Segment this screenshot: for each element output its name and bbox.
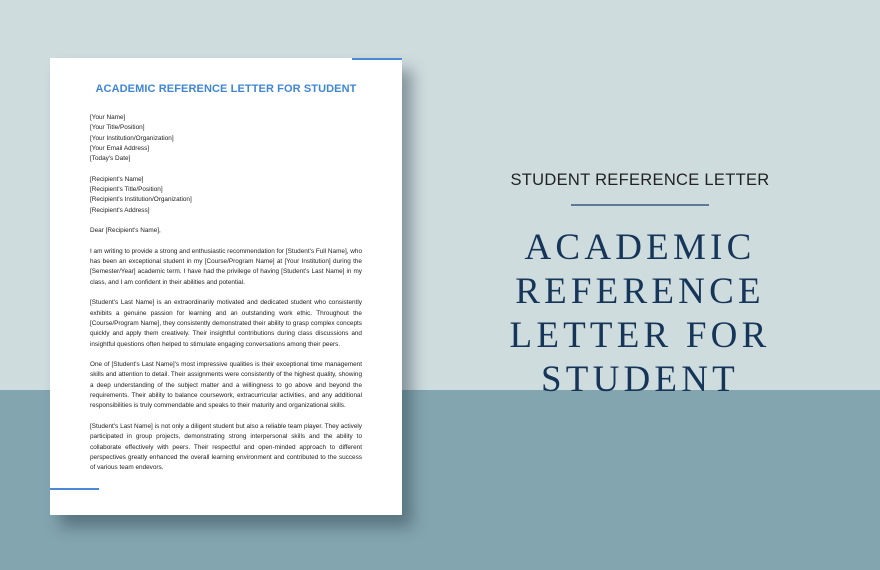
recipient-line: [Recipient's Name] — [90, 175, 144, 183]
recipient-block — [90, 175, 362, 216]
paragraph-line: [Student's Last Name] is an extraordinarily motivated and dedicated student who consistently — [90, 299, 362, 307]
letter-title: ACADEMIC REFERENCE LETTER FOR STUDENT — [95, 83, 357, 95]
paragraph-line: class, and I am confident in their abilities and potential. — [90, 278, 245, 286]
paragraph-line: insightful questions often helped to stimulate engaging conversations among their peers. — [90, 340, 341, 348]
sender-line: [Your Name] — [90, 114, 126, 121]
sender-line: [Your Institution/Organization] — [90, 134, 174, 142]
paragraph-line: skills and attention to detail. Their assignments were consistently of the highest quality, showing — [90, 371, 362, 379]
sender-line: [Today's Date] — [90, 155, 131, 163]
accent-line-bottom — [50, 488, 99, 490]
paragraph-line: [Semester/Year] academic term. I have had the privilege of having [Student's Last Name] in my — [90, 268, 362, 276]
recipient-line: [Recipient's Institution/Organization] — [90, 196, 192, 204]
banner-title-line: LETTER FOR — [509, 315, 771, 356]
paragraph-line: requirements. Their ability to balance coursework, extracurricular activities, and any additional — [90, 392, 362, 400]
letter-body — [90, 113, 362, 484]
sender-line: [Your Title/Position] — [90, 124, 145, 132]
salutation: Dear [Recipient's Name], — [90, 227, 161, 235]
recipient-line: [Recipient's Address] — [90, 206, 150, 214]
paragraph — [90, 298, 362, 349]
paragraph-line: [Course/Program Name], they consistently demonstrated their ability to grasp complex concepts — [90, 319, 362, 327]
paragraph-line: participated in group projects, demonstrating strong interpersonal skills and the ability to — [90, 433, 362, 441]
paragraph — [90, 422, 362, 473]
paragraph-line: perspectives greatly enhanced the overall learning environment and contributed to the success — [90, 453, 362, 461]
sender-block — [90, 113, 362, 164]
letter-preview — [50, 58, 402, 515]
banner-subtitle: STUDENT REFERENCE LETTER — [510, 171, 770, 189]
banner-title-line: STUDENT — [541, 359, 739, 400]
paragraph-line: One of [Student's Last Name]'s most impressive qualities is their exceptional time management — [90, 361, 362, 369]
paragraph — [90, 247, 362, 288]
letter-paragraphs — [90, 247, 362, 474]
paragraph-line: exhibits a genuine passion for learning and an outstanding work ethic. Throughout the — [90, 309, 362, 317]
paragraph-line: has been an exceptional student in my [Course/Program Name] at [Your Institution] during the — [90, 258, 362, 266]
paragraph-line: I am writing to provide a strong and enthusiastic recommendation for [Student's Full Name], who — [90, 247, 362, 255]
divider — [571, 204, 709, 206]
paragraph-line: responsibilities is truly commendable and speaks to their maturity and organizational skills. — [90, 402, 346, 410]
sender-line: [Your Email Address] — [90, 144, 150, 152]
paragraph-line: quickly and apply them creatively. Their insightful contributions during class discussions and — [90, 330, 362, 338]
paragraph-line: [Student's Last Name] is not only a diligent student but also a reliable team player. They actively — [90, 422, 362, 430]
banner-title-line: ACADEMIC REFERENCE — [515, 227, 765, 312]
paragraph-line: a deep understanding of the subject matter and a willingness to go above and beyond the — [90, 381, 362, 389]
paragraph-line: of various team endevors. — [90, 464, 164, 472]
paragraph-line: collaborate effectively with peers. Their respectful and open-minded approach to different — [90, 443, 362, 451]
banner-title — [420, 226, 860, 402]
accent-line-top — [352, 58, 402, 60]
recipient-line: [Recipient's Title/Position] — [90, 186, 163, 194]
paragraph — [90, 360, 362, 411]
